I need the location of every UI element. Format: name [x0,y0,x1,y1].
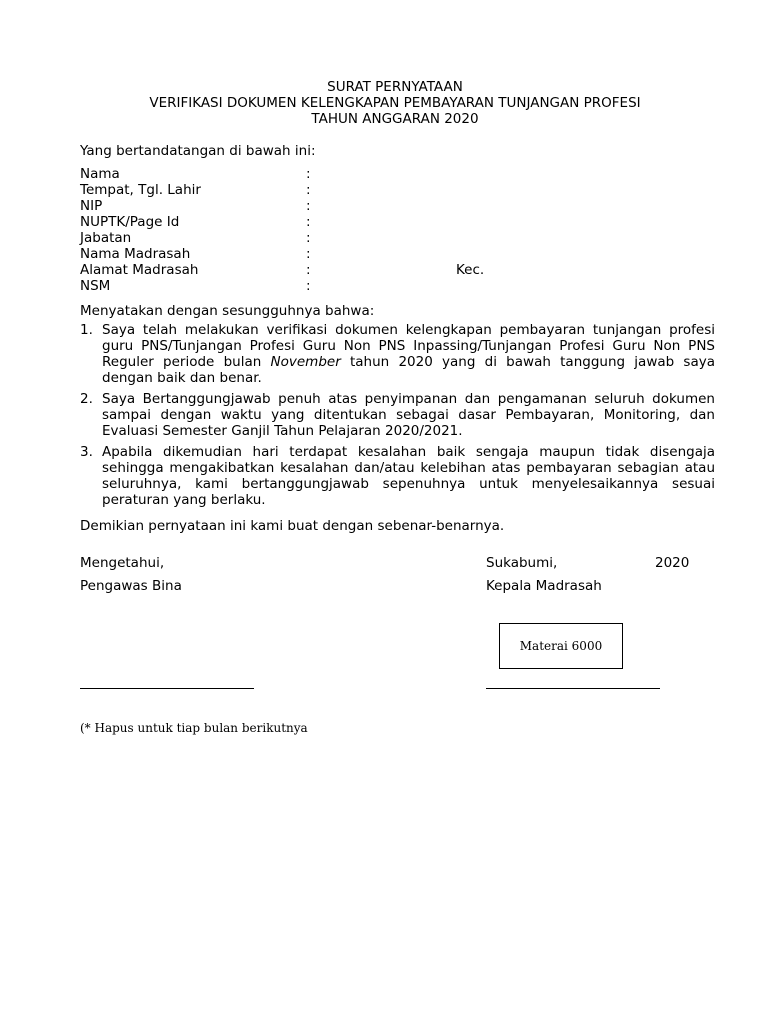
place-label: Sukabumi, [486,555,558,571]
closing-text: Demikian pernyataan ini kami buat dengan sebenar-benarnya. [80,518,505,534]
field-kecamatan: Kec. [456,262,485,278]
field-nama-madrasah [80,246,700,262]
head-label: Kepala Madrasah [486,578,602,594]
list-item [80,391,715,439]
item-month: November [270,354,341,370]
item-text-before: Saya telah melakukan verifikasi dokumen kelengkapan pembayaran tunjangan profesi guru PNS/Tunjangan Profesi Guru Non PNS Inpassing/Tunjangan Profesi Guru Non PNS Reguler periode bulan [102,322,715,370]
doc-year-line: TAHUN ANGGARAN 2020 [311,111,479,127]
signature-line-left [80,688,254,689]
field-alamat-madrasah [80,262,700,278]
statement-list [80,322,715,513]
list-item [80,444,715,508]
declaration-heading: Menyatakan dengan sesungguhnya bahwa: [80,303,375,319]
field-label: Nama [80,166,120,182]
doc-title: SURAT PERNYATAAN [327,79,463,95]
field-colon: : [306,278,311,294]
field-label: Jabatan [80,230,132,246]
field-colon: : [306,198,311,214]
acknowledged-label: Mengetahui, [80,555,165,571]
item-text-after: tahun 2020 yang di bawah tanggung jawab saya dengan baik dan benar. [102,354,715,386]
field-label: NSM [80,278,111,294]
stamp-box [499,623,623,669]
field-colon: : [306,182,311,198]
item-text: Apabila dikemudian hari terdapat kesalahan baik sengaja maupun tidak disengaja sehingga mengakibatkan kesalahan dan/atau kelebihan atas pembayaran sebagian atau seluruhnya, kami bertanggungjawab sepenuhnya untuk menyelesaikannya sesuai peraturan yang berlaku. [102,444,715,508]
list-item [80,322,715,386]
year-label: 2020 [655,555,690,571]
field-nuptk [80,214,700,230]
field-colon: : [306,230,311,246]
field-colon: : [306,214,311,230]
signature-line-right [486,688,660,689]
stamp-label: Materai 6000 [519,639,603,653]
item-text: Saya Bertanggungjawab penuh atas penyimpanan dan pengamanan seluruh dokumen sampai dengan waktu yang ditentukan sebagai dasar Pembayaran, Monitoring, dan Evaluasi Semester Ganjil Tahun Pelajaran 2020/2021. [102,391,715,439]
supervisor-label: Pengawas Bina [80,578,182,594]
field-colon: : [306,246,311,262]
field-label: Nama Madrasah [80,246,191,262]
doc-subtitle: VERIFIKASI DOKUMEN KELENGKAPAN PEMBAYARAN TUNJANGAN PROFESI [149,95,641,111]
list-number: 3. [80,444,93,460]
field-label: Alamat Madrasah [80,262,199,278]
footnote: (* Hapus untuk tiap bulan berikutnya [80,721,308,735]
field-nip [80,198,700,214]
identity-fields [80,166,700,294]
list-number: 2. [80,391,93,407]
field-label: Tempat, Tgl. Lahir [80,182,201,198]
field-tempat-tgl-lahir [80,182,700,198]
field-label: NIP [80,198,103,214]
field-nsm [80,278,700,294]
field-colon: : [306,262,311,278]
field-nama [80,166,700,182]
field-label: NUPTK/Page Id [80,214,180,230]
field-jabatan [80,230,700,246]
list-number: 1. [80,322,93,338]
field-colon: : [306,166,311,182]
intro-text: Yang bertandatangan di bawah ini: [80,143,316,159]
